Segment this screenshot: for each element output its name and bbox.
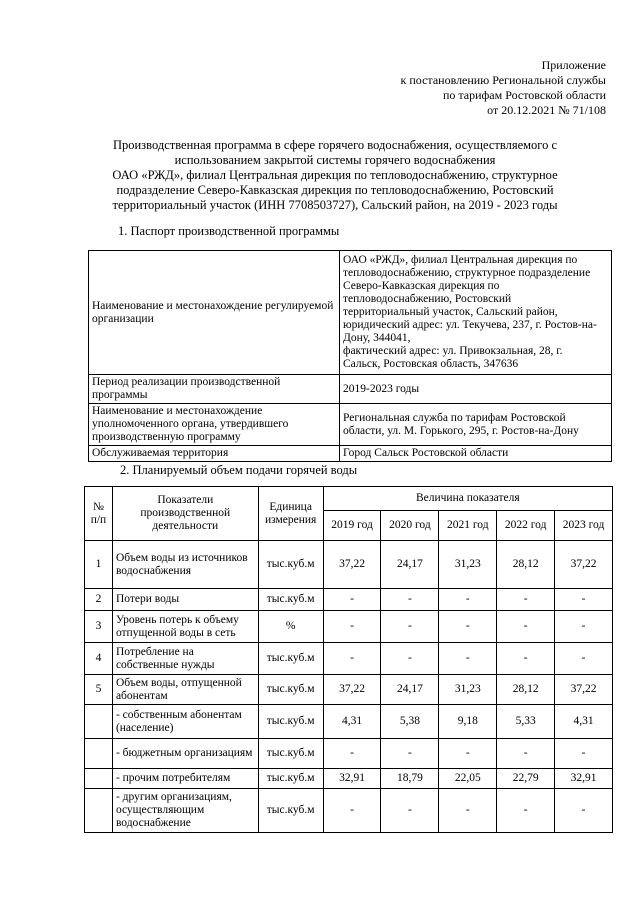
row-value: - xyxy=(439,643,497,675)
passport-value xyxy=(340,375,612,404)
row-value: 22,79 xyxy=(497,769,555,789)
passport-label: Наименование и местонахождение уполномоченного органа, утвердившего производственную программу xyxy=(89,404,340,446)
row-indicator: Потери воды xyxy=(112,589,258,611)
appendix-line: по тарифам Ростовской области xyxy=(442,88,606,102)
appendix-header xyxy=(401,58,606,118)
title-line: использованием закрытой системы горячего водоснабжения xyxy=(174,153,496,167)
row-value: 5,38 xyxy=(381,705,439,739)
appendix-line: от 20.12.2021 № 71/108 xyxy=(487,103,606,117)
row-value: 4,31 xyxy=(555,705,613,739)
value-line: Сальск, Ростовская область, 347636 xyxy=(343,358,519,370)
title-line: ОАО «РЖД», филиал Центральная дирекция по тепловодоснабжению, структурное xyxy=(112,168,558,182)
section-2-heading: 2. Планируемый объем подачи горячей воды xyxy=(120,463,358,477)
header-year: 2021 год xyxy=(439,511,497,541)
value-line: области, ул. М. Горького, 295, г. Ростов-на-Дону xyxy=(343,424,579,437)
row-num: 2 xyxy=(85,589,113,611)
header-value-group: Величина показателя xyxy=(323,487,612,511)
value-line: Город Сальск Ростовской области xyxy=(343,447,509,459)
row-value: - xyxy=(439,739,497,769)
table-row xyxy=(85,705,613,739)
row-unit: тыс.куб.м xyxy=(258,541,323,589)
row-value: - xyxy=(555,611,613,643)
table-row xyxy=(85,643,613,675)
value-line: ОАО «РЖД», филиал Центральная дирекция по xyxy=(343,254,578,266)
row-value: - xyxy=(323,589,381,611)
value-line: Дону, 344041, xyxy=(343,332,411,344)
header-unit: Единица измерения xyxy=(258,487,323,541)
row-num: 4 xyxy=(85,643,113,675)
row-num xyxy=(85,769,113,789)
row-indicator: Потребление на собственные нужды xyxy=(112,643,258,675)
row-value: 32,91 xyxy=(323,769,381,789)
header-row xyxy=(85,487,613,511)
row-value: - xyxy=(381,589,439,611)
header-year: 2019 год xyxy=(323,511,381,541)
row-unit: тыс.куб.м xyxy=(258,705,323,739)
row-num xyxy=(85,705,113,739)
row-num xyxy=(85,789,113,833)
row-value: 32,91 xyxy=(555,769,613,789)
table-row xyxy=(89,446,612,462)
document-title xyxy=(90,138,580,213)
row-value: 5,33 xyxy=(497,705,555,739)
row-indicator: Объем воды, отпущенной абонентам xyxy=(112,675,258,705)
row-unit: тыс.куб.м xyxy=(258,769,323,789)
passport-label: Обслуживаемая территория xyxy=(89,446,340,462)
appendix-line: к постановлению Региональной службы xyxy=(400,73,606,87)
passport-value xyxy=(340,446,612,462)
row-value: - xyxy=(497,589,555,611)
passport-table xyxy=(88,250,612,462)
table-row xyxy=(89,375,612,404)
value-line: юридический адрес: ул. Текучева, 237, г. Ростов-на- xyxy=(343,319,597,331)
passport-value xyxy=(340,251,612,375)
row-unit: тыс.куб.м xyxy=(258,589,323,611)
row-value: - xyxy=(381,611,439,643)
table-row xyxy=(85,589,613,611)
row-value: 22,05 xyxy=(439,769,497,789)
title-line: Производственная программа в сфере горячего водоснабжения, осуществляемого с xyxy=(112,138,558,152)
header-year: 2022 год xyxy=(497,511,555,541)
row-value: - xyxy=(381,789,439,833)
value-line: 2019-2023 годы xyxy=(343,382,420,395)
row-value: - xyxy=(497,611,555,643)
section-1-heading: 1. Паспорт производственной программы xyxy=(118,224,340,238)
row-unit: тыс.куб.м xyxy=(258,643,323,675)
row-value: - xyxy=(323,789,381,833)
row-value: 31,23 xyxy=(439,541,497,589)
row-value: 24,17 xyxy=(381,675,439,705)
row-indicator: - другим организациям, осуществляющим водоснабжение xyxy=(112,789,258,833)
appendix-line: Приложение xyxy=(541,58,606,72)
table-row xyxy=(85,789,613,833)
volume-table xyxy=(84,486,613,833)
row-value: - xyxy=(555,739,613,769)
header-year: 2020 год xyxy=(381,511,439,541)
row-value: - xyxy=(381,643,439,675)
row-value: 9,18 xyxy=(439,705,497,739)
row-value: - xyxy=(323,611,381,643)
value-line: фактический адрес: ул. Привокзальная, 28, г. xyxy=(343,345,563,357)
row-indicator: Объем воды из источников водоснабжения xyxy=(112,541,258,589)
row-indicator: - бюджетным организациям xyxy=(112,739,258,769)
table-row xyxy=(89,251,612,375)
row-unit: тыс.куб.м xyxy=(258,789,323,833)
row-unit: % xyxy=(258,611,323,643)
row-indicator: - собственным абонентам (население) xyxy=(112,705,258,739)
table-row xyxy=(85,739,613,769)
row-value: - xyxy=(381,739,439,769)
value-line: Региональная служба по тарифам Ростовской xyxy=(343,411,566,424)
row-value: - xyxy=(323,643,381,675)
title-line: подразделение Северо-Кавказская дирекция по тепловодоснабжению, Ростовский xyxy=(116,183,554,197)
row-value: - xyxy=(439,611,497,643)
value-line: Северо-Кавказская дирекция по xyxy=(343,280,500,292)
header-year: 2023 год xyxy=(555,511,613,541)
passport-label: Период реализации производственной программы xyxy=(89,375,340,404)
table-row xyxy=(85,611,613,643)
row-value: 37,22 xyxy=(555,675,613,705)
row-unit: тыс.куб.м xyxy=(258,739,323,769)
row-value: - xyxy=(555,589,613,611)
row-value: 28,12 xyxy=(497,541,555,589)
row-value: - xyxy=(497,789,555,833)
row-indicator: Уровень потерь к объему отпущенной воды в сеть xyxy=(112,611,258,643)
row-indicator: - прочим потребителям xyxy=(112,769,258,789)
table-row xyxy=(85,675,613,705)
row-num: 3 xyxy=(85,611,113,643)
title-line: территориальный участок (ИНН 7708503727), Сальский район, на 2019 - 2023 годы xyxy=(112,198,558,212)
volume-body xyxy=(85,541,613,833)
row-value: - xyxy=(497,643,555,675)
header-num: № п/п xyxy=(85,487,113,541)
row-value: - xyxy=(439,589,497,611)
value-line: территориальный участок, Сальский район, xyxy=(343,306,558,318)
row-num: 1 xyxy=(85,541,113,589)
header-indicator: Показатели производственной деятельности xyxy=(112,487,258,541)
row-value: 24,17 xyxy=(381,541,439,589)
row-num xyxy=(85,739,113,769)
row-value: - xyxy=(497,739,555,769)
table-row xyxy=(85,541,613,589)
row-value: 31,23 xyxy=(439,675,497,705)
row-value: 37,22 xyxy=(555,541,613,589)
row-value: 37,22 xyxy=(323,675,381,705)
table-row xyxy=(89,404,612,446)
table-row xyxy=(85,769,613,789)
row-value: 37,22 xyxy=(323,541,381,589)
row-value: - xyxy=(439,789,497,833)
passport-label: Наименование и местонахождение регулируемой организации xyxy=(89,251,340,375)
row-num: 5 xyxy=(85,675,113,705)
row-value: - xyxy=(323,739,381,769)
value-line: тепловодоснабжению, структурное подразделение xyxy=(343,267,591,279)
row-value: 28,12 xyxy=(497,675,555,705)
passport-value xyxy=(340,404,612,446)
row-unit: тыс.куб.м xyxy=(258,675,323,705)
row-value: 18,79 xyxy=(381,769,439,789)
row-value: 4,31 xyxy=(323,705,381,739)
value-line: тепловодоснабжению, Ростовский xyxy=(343,293,512,305)
row-value: - xyxy=(555,789,613,833)
row-value: - xyxy=(555,643,613,675)
